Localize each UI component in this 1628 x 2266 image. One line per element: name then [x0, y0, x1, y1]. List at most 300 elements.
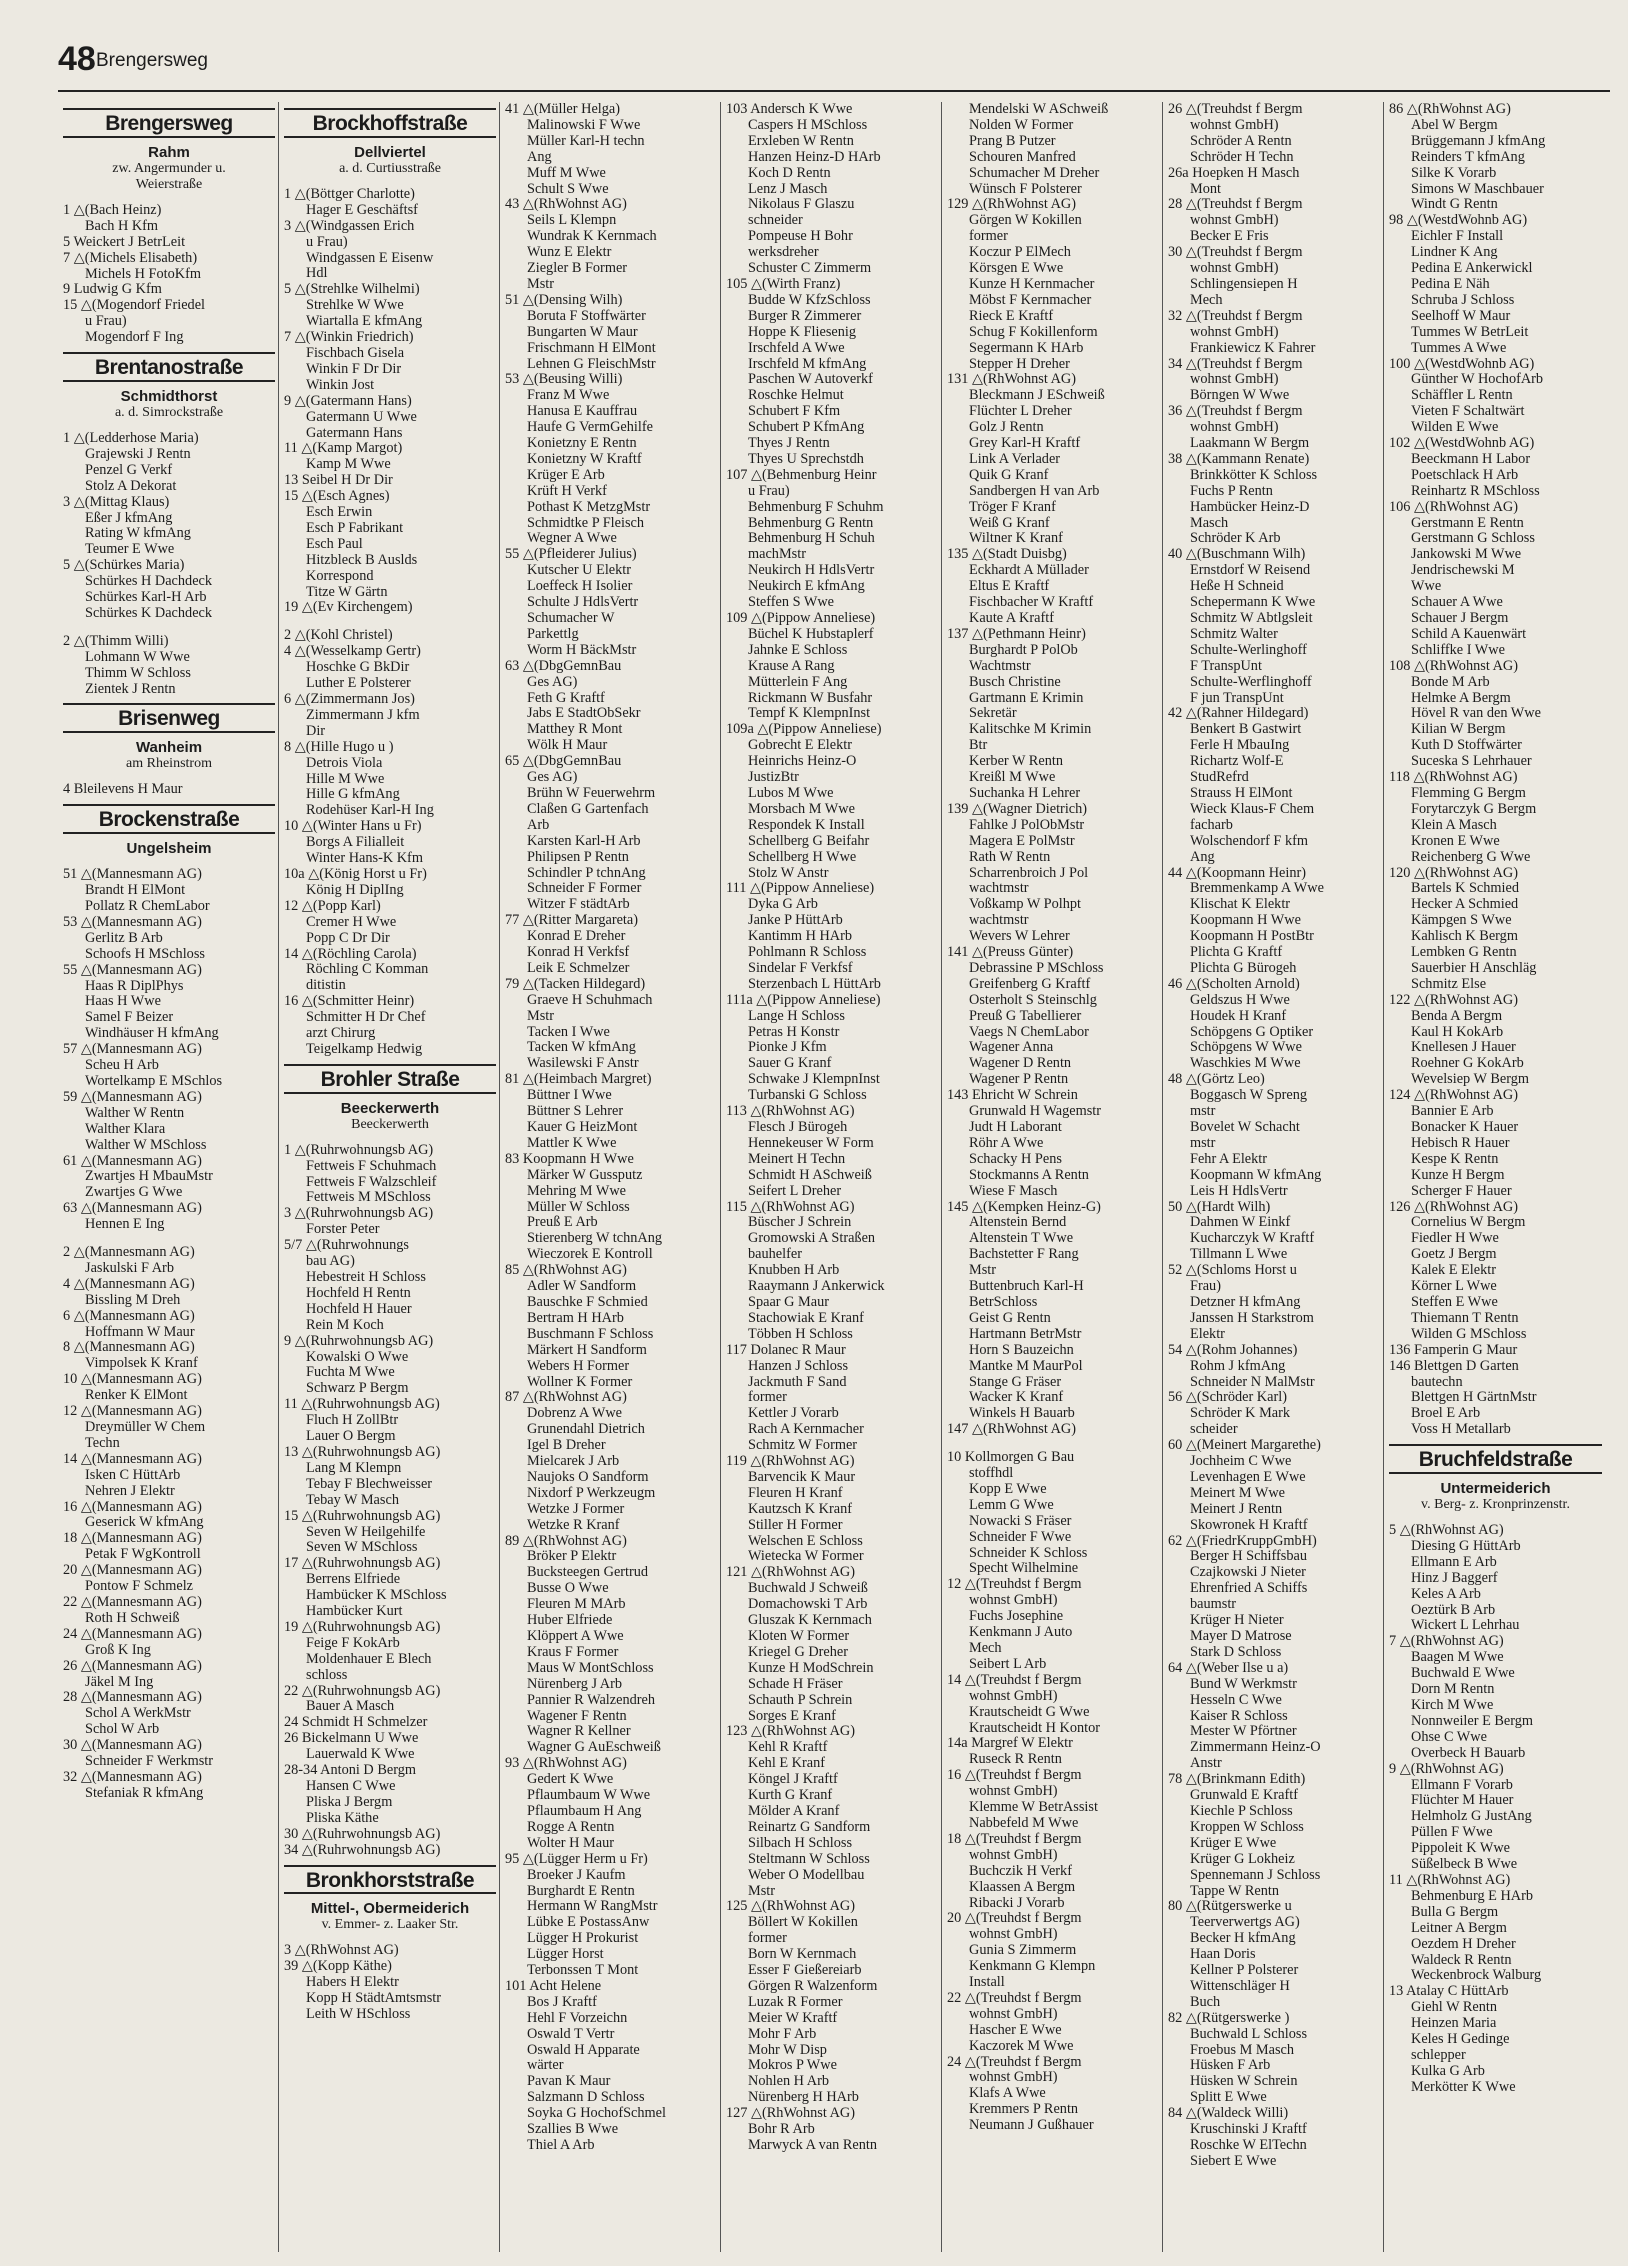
resident-entry: Windhäuser H kfmAng — [85, 1026, 219, 1042]
resident-entry: Overbeck H Bauarb — [1411, 1745, 1526, 1761]
resident-entry: Gromowski A Straßen — [748, 1231, 876, 1247]
resident-entry: Benda A Bergm — [1411, 1008, 1503, 1024]
resident-entry: Bach H Kfm — [85, 218, 159, 234]
resident-entry: Stachowiak E Kranf — [748, 1310, 864, 1326]
resident-entry: Konietzny W Kraftf — [527, 451, 642, 467]
resident-entry: Kettler J Vorarb — [748, 1406, 839, 1422]
house-entry: 50 △(Hardt Wilh) — [1168, 1199, 1271, 1215]
resident-entry: Mogendorf F Ing — [85, 330, 184, 346]
house-entry: 28-34 Antoni D Bergm — [284, 1763, 416, 1779]
resident-entry: JustizBtr — [748, 770, 799, 786]
resident-entry: Bucksteegen Gertrud — [527, 1565, 649, 1581]
resident-entry: Mester W Pförtner — [1190, 1724, 1297, 1740]
resident-entry: Büttner I Wwe — [527, 1088, 612, 1104]
resident-entry: Schubert F Kfm — [748, 404, 841, 420]
resident-entry: Knellesen J Hauer — [1411, 1040, 1516, 1056]
district-name: Beeckerwerth — [340, 1099, 440, 1117]
street-name: Brengersweg — [63, 108, 275, 138]
resident-entry: Vieten F Schaltwärt — [1411, 404, 1525, 420]
resident-entry: Wunz E Elektr — [527, 245, 612, 261]
resident-entry: Schauer J Bergm — [1411, 611, 1509, 626]
resident-entry: Segermann K HArb — [969, 340, 1084, 356]
resident-entry: Huber Elfriede — [527, 1613, 613, 1629]
house-entry: 28 △(Treuhdst f Bergm — [1168, 197, 1303, 213]
resident-entry: Seifert L Dreher — [748, 1183, 842, 1199]
resident-entry: Burghardt P PolOb — [969, 642, 1078, 658]
resident-entry: Ehrenfried A Schiffs — [1190, 1581, 1308, 1597]
resident-entry: bautechn — [1411, 1374, 1463, 1390]
resident-entry: Wagner G AuEschweiß — [527, 1740, 661, 1756]
resident-entry: Strehlke W Wwe — [306, 298, 404, 314]
resident-entry: Fischbach Gisela — [306, 345, 405, 361]
resident-entry: Lenz J Masch — [748, 181, 828, 197]
house-entry: 121 △(RhWohnst AG) — [726, 1565, 855, 1581]
resident-entry: Windt G Rentn — [1411, 197, 1498, 213]
resident-entry: Hinz J Baggerf — [1411, 1570, 1498, 1586]
resident-entry: bau AG) — [306, 1254, 355, 1270]
resident-entry: Schindler P tchnAng — [527, 865, 646, 881]
resident-entry: Lohmann W Wwe — [85, 649, 190, 665]
resident-entry: F jun TranspUnt — [1190, 690, 1284, 706]
resident-entry: Walther W Rentn — [85, 1105, 185, 1121]
resident-entry: Gunia S Zimmerm — [969, 1943, 1077, 1959]
resident-entry: Scheu H Arb — [85, 1058, 159, 1074]
resident-entry: Schneider F Wwe — [969, 1529, 1072, 1545]
resident-entry: Mokros P Wwe — [748, 2058, 837, 2074]
street-block — [63, 703, 275, 798]
resident-entry: Pompeuse H Bohr — [748, 229, 853, 245]
resident-entry: Roth H Schweiß — [85, 1610, 180, 1626]
resident-entry: Elektr — [1190, 1326, 1225, 1342]
resident-entry: Tacken I Wwe — [527, 1024, 610, 1040]
resident-entry: König H DiplIng — [306, 882, 404, 898]
street-block — [1168, 102, 1380, 2170]
resident-entry: Lauerwald K Wwe — [306, 1747, 415, 1763]
resident-entry: Haas R DiplPhys — [85, 978, 184, 994]
resident-entry: Kerber W Rentn — [969, 754, 1063, 770]
resident-entry: Wollner K Former — [527, 1374, 633, 1390]
resident-entry: Spaar G Maur — [748, 1294, 829, 1310]
resident-entry: Tappe W Rentn — [1190, 1883, 1279, 1899]
resident-entry: Hartmann BetrMstr — [969, 1326, 1082, 1342]
house-entry: 6 △(Mannesmann AG) — [63, 1308, 195, 1324]
resident-entry: Ellmann F Vorarb — [1411, 1777, 1513, 1793]
resident-entry: Schacky H Pens — [969, 1151, 1062, 1167]
resident-entry: Klafs A Wwe — [969, 2086, 1046, 2102]
running-head: Brengersweg — [96, 50, 208, 71]
resident-entry: Gatermann Hans — [306, 425, 403, 441]
resident-entry: Konrad H Verkfsf — [527, 945, 630, 961]
resident-entry: Schöpgens G Optiker — [1190, 1024, 1314, 1040]
house-entry: 63 △(Mannesmann AG) — [63, 1201, 202, 1217]
resident-entry: Feige F KokArb — [306, 1635, 400, 1651]
house-entry: 63 △(DbgGemnBau — [505, 658, 622, 674]
resident-entry: Michels H FotoKfm — [85, 266, 201, 282]
house-entry: 13 △(Ruhrwohnungsb AG) — [284, 1444, 441, 1460]
resident-entry: Cremer H Wwe — [306, 914, 397, 930]
resident-entry: Gobrecht E Elektr — [748, 738, 853, 754]
resident-entry: Wolschendorf F kfm — [1190, 833, 1308, 849]
house-entry: 137 △(Pethmann Heinr) — [947, 626, 1086, 642]
resident-entry: Spennemann J Schloss — [1190, 1867, 1321, 1883]
house-entry: 109a △(Pippow Anneliese) — [726, 722, 882, 738]
resident-entry: Schneider K Schloss — [969, 1545, 1088, 1561]
resident-entry: u Frau) — [85, 314, 127, 330]
resident-entry: Schliffke I Wwe — [1411, 642, 1505, 658]
resident-entry: Hager E Geschäftsf — [306, 202, 418, 218]
resident-entry: Schröder A Rentn — [1190, 133, 1292, 149]
resident-entry: Schmitter H Dr Chef — [306, 1010, 426, 1026]
resident-entry: Hebestreit H Schloss — [306, 1270, 426, 1285]
resident-entry: Rohm J kfmAng — [1190, 1358, 1286, 1374]
house-entry: 82 △(Rütgerswerke ) — [1168, 2010, 1290, 2026]
resident-entry: former — [748, 1390, 787, 1406]
resident-entry: Kuth D Stoffwärter — [1411, 738, 1522, 754]
resident-entry: Specht Wilhelmine — [969, 1561, 1079, 1577]
resident-entry: Welschen E Schloss — [748, 1533, 863, 1549]
house-entry: 87 △(RhWohnst AG) — [505, 1390, 627, 1406]
resident-entry: Stolz W Anstr — [748, 865, 829, 881]
street-name: Brentanostraße — [63, 352, 275, 382]
resident-entry: Jäkel M Ing — [85, 1674, 154, 1690]
resident-entry: Frankiewicz K Fahrer — [1190, 340, 1316, 356]
resident-entry: Hansen C Wwe — [306, 1779, 396, 1794]
resident-entry: Schult S Wwe — [527, 181, 609, 197]
resident-entry: Ges AG) — [527, 770, 578, 786]
resident-entry: Kraus F Former — [527, 1644, 619, 1660]
resident-entry: Voßkamp W Polhpt — [969, 897, 1082, 913]
resident-entry: schlepper — [1411, 2047, 1466, 2063]
resident-entry: Hitzbleck B Auslds — [306, 552, 418, 568]
resident-entry: Kriegel G Dreher — [748, 1644, 849, 1660]
resident-entry: Schouren Manfred — [969, 149, 1076, 165]
resident-entry: Hochfeld H Hauer — [306, 1301, 412, 1317]
resident-entry: Schürkes K Dachdeck — [85, 605, 213, 621]
resident-entry: Eckhardt A Müllader — [969, 563, 1089, 579]
resident-entry: Kunze H Kernmacher — [969, 276, 1095, 292]
house-entry: 122 △(RhWohnst AG) — [1389, 992, 1518, 1008]
house-entry: 120 △(RhWohnst AG) — [1389, 865, 1518, 881]
resident-entry: Sandbergen H van Arb — [969, 483, 1100, 499]
directory-columns — [58, 102, 1610, 2252]
resident-entry: Boggasch W Spreng — [1190, 1088, 1308, 1104]
house-entry: 14a Margref W Elektr — [947, 1736, 1073, 1752]
resident-entry: wohnst GmbH) — [1190, 420, 1279, 436]
resident-entry: Lembken G Rentn — [1411, 945, 1517, 961]
resident-entry: Plichta G Bürogeh — [1190, 960, 1297, 976]
resident-entry: Schröder K Arb — [1190, 531, 1281, 547]
house-entry: 89 △(RhWohnst AG) — [505, 1533, 627, 1549]
house-entry: 80 △(Rütgerswerke u — [1168, 1899, 1292, 1915]
house-entry: 61 △(Mannesmann AG) — [63, 1153, 202, 1169]
resident-entry: Reinartz G Sandform — [748, 1819, 871, 1835]
resident-entry: Süßelbeck B Wwe — [1411, 1857, 1518, 1873]
resident-entry: Budde W KfzSchloss — [748, 292, 871, 308]
resident-entry: Teerverwertgs AG) — [1190, 1915, 1300, 1931]
resident-entry: Krautscheidt H Kontor — [969, 1720, 1101, 1736]
resident-entry: Sekretär — [969, 706, 1017, 722]
resident-entry: Mech — [969, 1641, 1002, 1656]
resident-entry: Kilian W Bergm — [1411, 722, 1506, 738]
resident-entry: Helmholz G JustAng — [1411, 1809, 1532, 1825]
resident-entry: Schürkes H Dachdeck — [85, 574, 213, 590]
resident-entry: Berrens Elfriede — [306, 1572, 401, 1588]
resident-entry: Hennen E Ing — [85, 1217, 165, 1233]
resident-entry: Lindner K Ang — [1411, 245, 1498, 261]
resident-entry: Schruba J Schloss — [1411, 292, 1515, 308]
resident-entry: Sindelar F Verkfsf — [748, 960, 853, 976]
street-location — [1389, 1497, 1602, 1513]
resident-entry: Kalek E Elektr — [1411, 1263, 1496, 1279]
resident-entry: Fettweis M MSchloss — [306, 1190, 431, 1206]
house-entry: 8 △(Hille Hugo u ) — [284, 739, 394, 755]
house-entry: 32 △(Mannesmann AG) — [63, 1769, 202, 1785]
house-entry: 10a △(König Horst u Fr) — [284, 866, 427, 882]
resident-entry: Krüger H Nieter — [1190, 1613, 1284, 1629]
house-entry: 125 △(RhWohnst AG) — [726, 1899, 855, 1915]
resident-entry: Flüchter L Dreher — [969, 404, 1072, 420]
resident-entry: Behmenburg H Schuh — [748, 531, 875, 547]
resident-entry: Krautscheidt G Wwe — [969, 1704, 1090, 1720]
resident-entry: Röchling C Komman — [306, 962, 429, 978]
resident-entry: Silke K Vorarb — [1411, 165, 1497, 181]
resident-entry: Klemme W BetrAssist — [969, 1800, 1098, 1816]
street-name: Brohler Straße — [284, 1064, 496, 1094]
resident-entry: Müller Karl-H techn — [527, 133, 645, 149]
house-entry: 8 △(Mannesmann AG) — [63, 1340, 195, 1356]
resident-entry: wohnst GmbH) — [969, 2070, 1058, 2086]
resident-entry: Gedert K Wwe — [527, 1772, 614, 1788]
resident-entry: Boruta F Stoffwärter — [527, 308, 646, 324]
house-entry: 79 △(Tacken Hildegard) — [505, 976, 646, 992]
house-entry: 42 △(Rahner Hildegard) — [1168, 706, 1309, 722]
house-entry: 147 △(RhWohnst AG) — [947, 1422, 1076, 1438]
resident-entry: Thiel A Arb — [527, 2138, 595, 2153]
district-name: Mittel-, Obermeiderich — [310, 1900, 470, 1918]
resident-entry: Waldeck R Rentn — [1411, 1952, 1512, 1968]
resident-entry: Fuchta M Wwe — [306, 1365, 395, 1381]
resident-entry: Mstr — [527, 1008, 555, 1024]
resident-entry: Nehren J Elektr — [85, 1483, 175, 1499]
resident-entry: former — [748, 1931, 787, 1947]
resident-entry: Wwe — [1411, 579, 1442, 595]
house-entry: 15 △(Esch Agnes) — [284, 489, 390, 505]
resident-entry: Altenstein T Wwe — [969, 1231, 1074, 1247]
resident-entry: Geserick W kfmAng — [85, 1515, 204, 1531]
resident-entry: Bulla G Bergm — [1411, 1904, 1499, 1920]
house-entry: 20 △(Treuhdst f Bergm — [947, 1911, 1082, 1927]
resident-entry: Fleuren M MArb — [527, 1597, 626, 1613]
resident-entry: Märker W Gussputz — [527, 1167, 643, 1183]
column-7 — [1384, 102, 1605, 2252]
street-block — [284, 1064, 496, 1859]
resident-entry: Forster Peter — [306, 1222, 380, 1238]
house-entry: 30 △(Treuhdst f Bergm — [1168, 245, 1303, 261]
resident-entry: Görgen R Walzenform — [748, 1978, 878, 1994]
resident-entry: Nikolaus F Glaszu — [748, 197, 855, 213]
resident-entry: Behmenburg E HArb — [1411, 1888, 1534, 1904]
resident-entry: Sterzenbach L HüttArb — [748, 976, 881, 992]
house-entry: 123 △(RhWohnst AG) — [726, 1724, 855, 1740]
resident-entry: Froebus M Masch — [1190, 2042, 1295, 2058]
resident-entry: Schmitz W Abtlgsleit — [1190, 611, 1313, 626]
resident-entry: Ellmann E Arb — [1411, 1554, 1497, 1570]
resident-entry: Lübke E PostassAnw — [527, 1915, 650, 1931]
house-entry: 12 △(Mannesmann AG) — [63, 1404, 202, 1420]
resident-entry: Goetz J Bergm — [1411, 1247, 1497, 1263]
house-entry: 2 △(Kohl Christel) — [284, 628, 393, 644]
resident-entry: Laakmann W Bergm — [1190, 436, 1310, 452]
resident-entry: Leith W HSchloss — [306, 2007, 411, 2023]
resident-entry: Mendelski W ASchweiß — [969, 102, 1109, 117]
house-entry: 13 Atalay C HüttArb — [1389, 1984, 1509, 2000]
house-entry: 12 △(Popp Karl) — [284, 898, 381, 914]
resident-entry: wohnst GmbH) — [969, 1688, 1058, 1704]
resident-entry: Mattler K Wwe — [527, 1135, 617, 1151]
resident-entry: Bauer A Masch — [306, 1699, 395, 1715]
resident-entry: Schulte J HdlsVertr — [527, 595, 639, 611]
resident-entry: Claßen G Gartenfach — [527, 801, 649, 817]
house-entry: 9 △(Ruhrwohnungsb AG) — [284, 1333, 434, 1349]
house-entry: 40 △(Buschmann Wilh) — [1168, 547, 1306, 563]
street-block — [505, 102, 717, 2154]
resident-entry: Kenkmann J Auto — [969, 1625, 1073, 1641]
resident-entry: Mölder A Kranf — [748, 1803, 840, 1819]
resident-entry: Kauer G HeizMont — [527, 1120, 638, 1135]
resident-entry: Kaiser R Schloss — [1190, 1708, 1288, 1724]
resident-entry: Bartels K Schmied — [1411, 881, 1520, 897]
resident-entry: Janssen H Starkstrom — [1190, 1310, 1314, 1326]
resident-entry: Bannier E Arb — [1411, 1104, 1494, 1120]
resident-entry: Kowalski O Wwe — [306, 1349, 409, 1365]
resident-entry: Hambücker Kurt — [306, 1604, 403, 1620]
resident-entry: Tummes W BetrLeit — [1411, 324, 1529, 340]
resident-entry: Leik E Schmelzer — [527, 960, 630, 976]
street-location-line: Weierstraße — [135, 176, 203, 192]
resident-entry: Dobrenz A Wwe — [527, 1406, 623, 1422]
resident-entry: wohnst GmbH) — [969, 1784, 1058, 1800]
resident-entry: Voss H Metallarb — [1411, 1422, 1511, 1438]
resident-entry: Weckenbrock Walburg — [1411, 1968, 1542, 1984]
resident-entry: Samel F Beizer — [85, 1010, 174, 1026]
resident-entry: Seils L Klempn — [527, 213, 617, 229]
resident-entry: Teigelkamp Hedwig — [306, 1041, 423, 1057]
resident-entry: Hebisch R Hauer — [1411, 1135, 1510, 1151]
resident-entry: Kremmers P Rentn — [969, 2102, 1079, 2118]
resident-entry: Karsten Karl-H Arb — [527, 833, 641, 849]
resident-entry: Fettweis F Schuhmach — [306, 1158, 437, 1174]
resident-entry: Esch Paul — [306, 536, 363, 552]
resident-entry: Fischbacher W Kraftf — [969, 595, 1094, 611]
resident-entry: Suchanka H Lehrer — [969, 785, 1081, 801]
resident-entry: Schmitz W Former — [748, 1438, 858, 1454]
resident-entry: Kehl R Kraftf — [748, 1740, 828, 1756]
house-entry: 2 △(Mannesmann AG) — [63, 1245, 195, 1261]
resident-entry: Schubert P KfmAng — [748, 420, 865, 436]
house-entry: 46 △(Scholten Arnold) — [1168, 976, 1300, 992]
resident-entry: Bleckmann J ESchweiß — [969, 388, 1105, 404]
resident-entry: Kopp H StädtAmtsmstr — [306, 1991, 442, 2007]
house-entry: 10 △(Mannesmann AG) — [63, 1372, 202, 1388]
house-entry: 86 △(RhWohnst AG) — [1389, 102, 1511, 117]
house-entry: 105 △(Wirth Franz) — [726, 276, 841, 292]
resident-entry: Winkels H Bauarb — [969, 1406, 1075, 1422]
resident-entry: BetrSchloss — [969, 1294, 1038, 1310]
street-location — [63, 756, 275, 772]
resident-entry: Lemm G Wwe — [969, 1497, 1054, 1513]
house-entry: 16 △(Treuhdst f Bergm — [947, 1768, 1082, 1784]
house-entry: 38 △(Kammann Renate) — [1168, 451, 1310, 467]
resident-entry: Kamp M Wwe — [306, 457, 391, 473]
resident-entry: Mstr — [748, 1883, 776, 1899]
resident-entry: Magera E PolMstr — [969, 833, 1075, 849]
resident-entry: Kronen E Wwe — [1411, 833, 1500, 849]
resident-entry: Pollatz R ChemLabor — [85, 899, 210, 914]
resident-entry: Hochfeld H Rentn — [306, 1285, 411, 1301]
resident-entry: Schug F Kokillenform — [969, 324, 1098, 340]
resident-entry: Worm H BäckMstr — [527, 642, 637, 658]
resident-entry: Janke P HüttArb — [748, 913, 843, 929]
resident-entry: Benkert B Gastwirt — [1190, 722, 1302, 738]
street-location-line: a. d. Curtiusstraße — [339, 160, 441, 176]
resident-entry: Mont — [1190, 181, 1221, 197]
resident-entry: Pontow F Schmelz — [85, 1579, 194, 1595]
resident-entry: Büscher J Schrein — [748, 1215, 852, 1231]
resident-entry: Meier W Kraftf — [748, 2010, 838, 2026]
page-number: 48 — [58, 40, 96, 78]
house-entry: 34 △(Ruhrwohnungsb AG) — [284, 1842, 441, 1858]
resident-entry: Abel W Bergm — [1411, 117, 1498, 133]
house-entry: 5 △(Strehlke Wilhelmi) — [284, 282, 420, 298]
resident-entry: Ribacki J Vorarb — [969, 1895, 1065, 1911]
resident-entry: Petras H Konstr — [748, 1024, 840, 1040]
house-entry: 98 △(WestdWohnb AG) — [1389, 213, 1528, 229]
resident-entry: Esch Erwin — [306, 505, 373, 521]
resident-entry: Skowronek H Kraftf — [1190, 1517, 1308, 1533]
resident-entry: Schwarz P Bergm — [306, 1381, 409, 1397]
resident-entry: Schulte-Werflinghoff — [1190, 674, 1312, 690]
house-entry: 145 △(Kempken Heinz-G) — [947, 1199, 1101, 1215]
resident-entry: Reinhartz R MSchloss — [1411, 483, 1540, 499]
resident-entry: mstr — [1190, 1135, 1216, 1151]
street-name: Brockenstraße — [63, 804, 275, 834]
house-entry: 36 △(Treuhdst f Bergm — [1168, 404, 1303, 420]
resident-entry: Buchwald J Schweiß — [748, 1581, 868, 1597]
resident-entry: Ziegler B Former — [527, 261, 628, 277]
resident-entry: Fuchs Josephine — [969, 1609, 1064, 1625]
resident-entry: Baagen M Wwe — [1411, 1650, 1504, 1666]
resident-entry: Groß K Ing — [85, 1642, 151, 1658]
resident-entry: Hennekeuser W Form — [748, 1135, 874, 1151]
street-block — [63, 804, 275, 1801]
resident-entry: Meinert M Wwe — [1190, 1485, 1286, 1501]
house-entry: 26 △(Mannesmann AG) — [63, 1658, 202, 1674]
resident-entry: Bovelet W Schacht — [1190, 1120, 1300, 1135]
resident-entry: Eichler F Install — [1411, 229, 1504, 245]
resident-entry: Btr — [969, 738, 988, 754]
resident-entry: Wegner A Wwe — [527, 531, 617, 547]
resident-entry: Rein M Koch — [306, 1317, 384, 1333]
resident-entry: Splitt E Wwe — [1190, 2090, 1267, 2106]
resident-entry: Wünsch F Polsterer — [969, 181, 1082, 197]
resident-entry: Steffen E Wwe — [1411, 1294, 1498, 1310]
resident-entry: Pionke J Kfm — [748, 1040, 827, 1056]
house-entry: 143 Ehricht W Schrein — [947, 1088, 1078, 1104]
resident-entry: Poetschlack H Arb — [1411, 467, 1519, 483]
resident-entry: Preuß G Tabellierer — [969, 1008, 1082, 1024]
resident-entry: StudRefrd — [1190, 770, 1249, 786]
resident-entry: Pippoleit K Wwe — [1411, 1841, 1511, 1857]
